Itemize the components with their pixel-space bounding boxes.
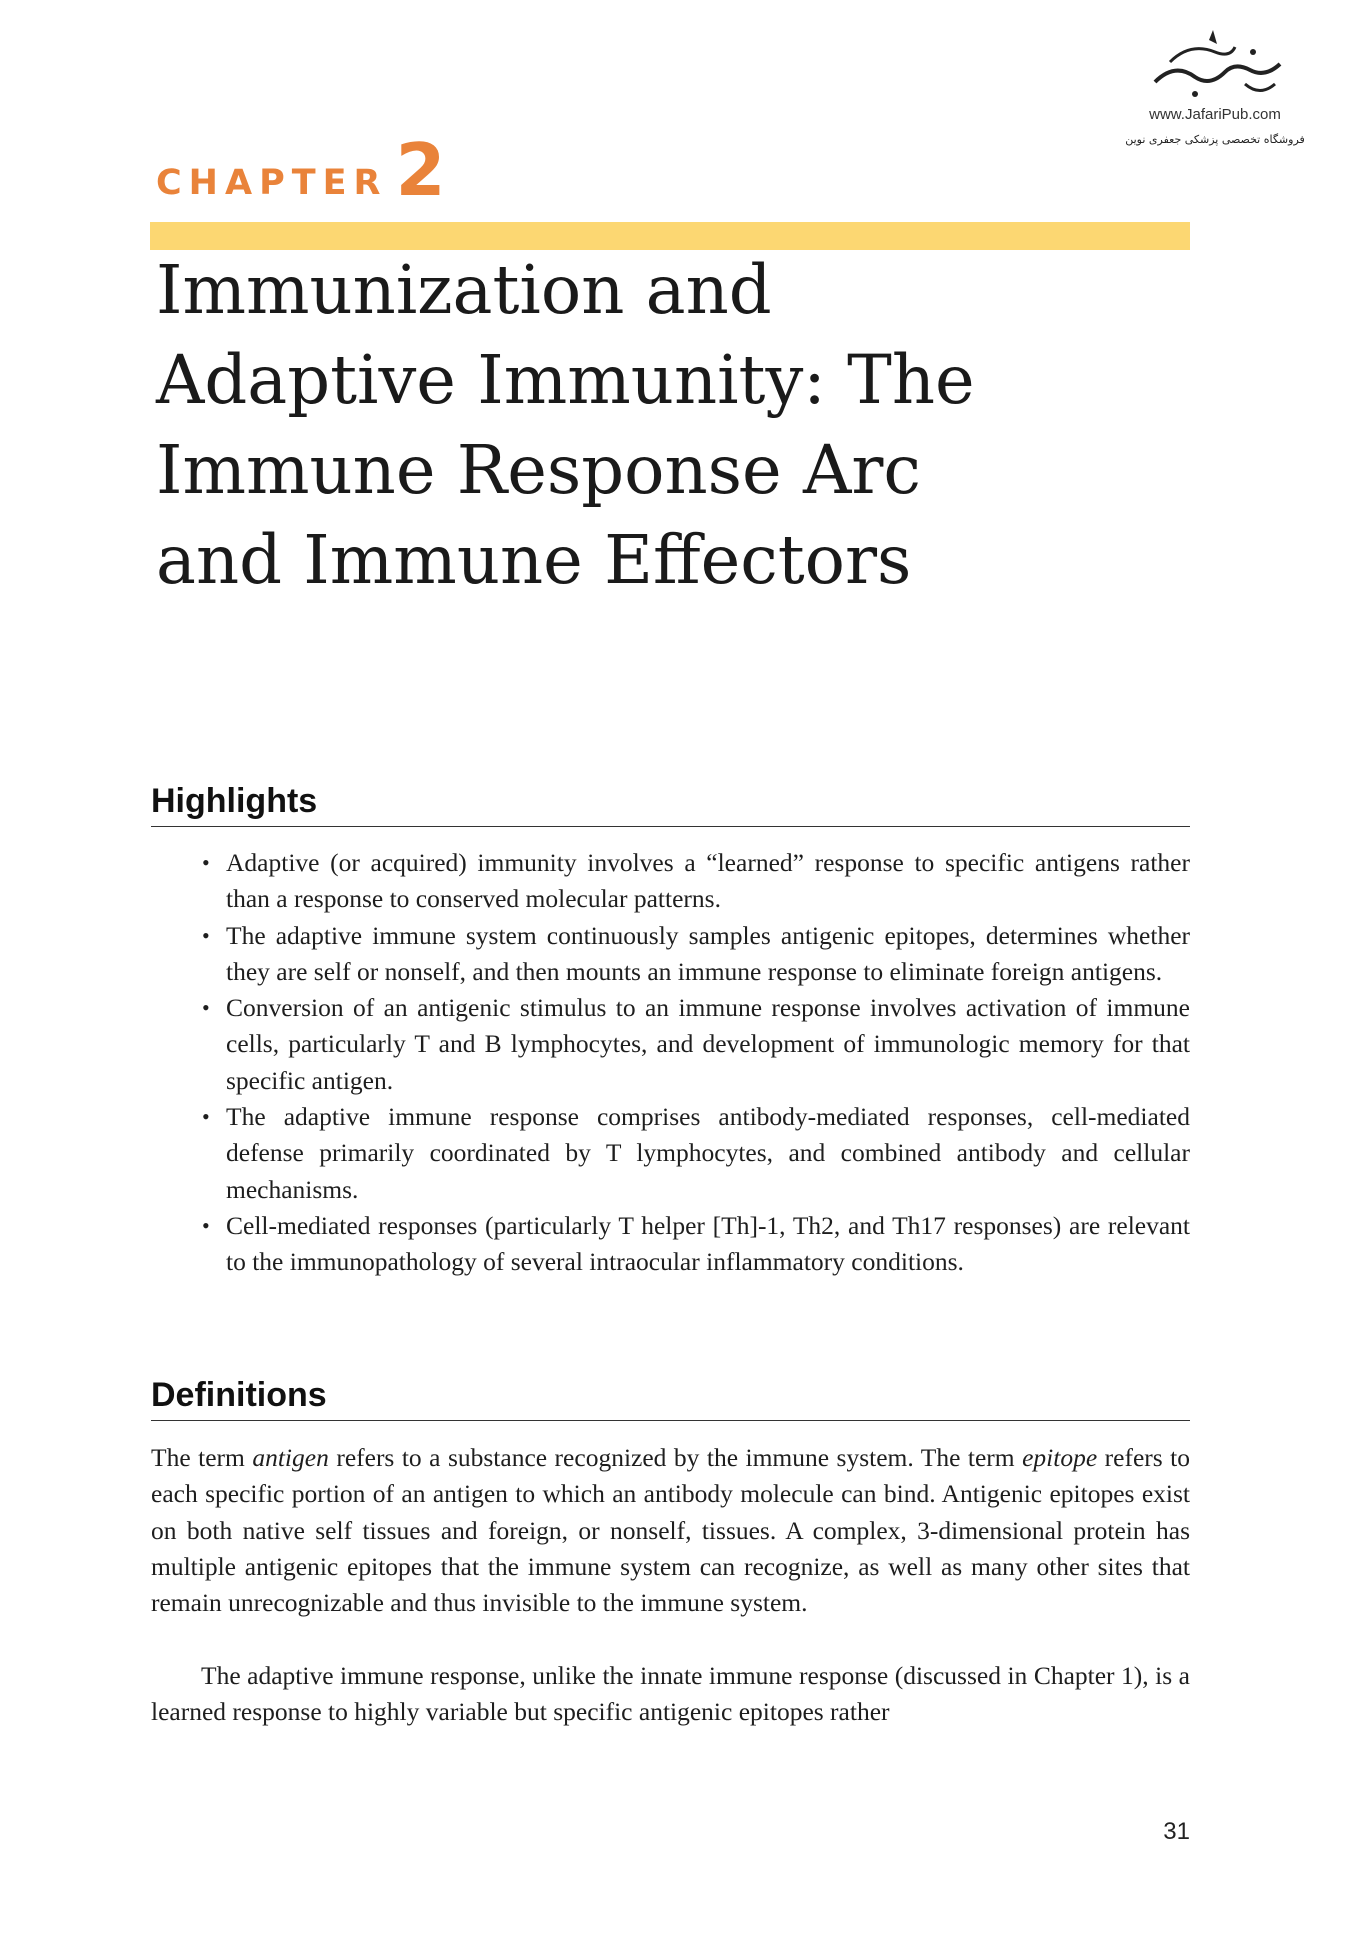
term-antigen: antigen [252,1443,329,1472]
calligraphy-logo-icon [1135,22,1295,102]
text-run: The term [151,1443,253,1472]
definitions-heading: Definitions [151,1372,1190,1421]
chapter-word: CHAPTER [156,163,388,204]
list-item: • Adaptive (or acquired) immunity involves a “learned” response to specific antigens rather than a response to conserved molecular patterns. [151,845,1190,918]
publisher-logo [1105,22,1325,162]
publisher-tagline: فروشگاه تخصصی پزشکی جعفری نوین [1125,133,1305,146]
highlights-list [151,845,1190,1281]
text-run: refers to a substance recognized by the immune system. The term [328,1443,1023,1472]
chapter-number: 2 [395,128,446,212]
page-number: 31 [1163,1818,1190,1845]
chapter-label [156,128,446,212]
body-paragraph: The adaptive immune response, unlike the innate immune response (discussed in Chapter 1), is a learned response to highly variable but specific antigenic epitopes rather [151,1661,1190,1727]
list-item: • The adaptive immune system continuously samples antigenic epitopes, determines whether they are self or nonself, and then mounts an immune response to eliminate foreign antigens. [151,918,1190,991]
highlights-heading: Highlights [151,778,1190,827]
list-item: • The adaptive immune response comprises antibody-mediated responses, cell-mediated defense primarily coordinated by T lymphocytes, and combined antibody and cellular mechanisms. [151,1099,1190,1208]
publisher-url: www.JafariPub.com [1149,106,1281,123]
list-item: • Cell-mediated responses (particularly T helper [Th]-1, Th2, and Th17 responses) are relevant to the immunopathology of several intraocular inflammatory conditions. [151,1208,1190,1281]
chapter-title: Immunization and Adaptive Immunity: The Immune Response Arc and Immune Effectors [156,251,975,599]
definitions-paragraph [151,1440,1190,1621]
text-run: refers to each specific portion of an antigen to which an antibody molecule can bind. Antigenic epitopes exist on both native self tissues and foreign, or nonself, tissues. A complex, 3-dimensional protein has multiple antigenic epitopes that the immune system can recognize, as well as many other sites that remain unrecognizable and thus invisible to the immune system. [151,1443,1190,1618]
term-epitope: epitope [1022,1443,1098,1472]
list-item: • Conversion of an antigenic stimulus to an immune response involves activation of immune cells, particularly T and B lymphocytes, and development of immunologic memory for that specific antigen. [151,990,1190,1099]
